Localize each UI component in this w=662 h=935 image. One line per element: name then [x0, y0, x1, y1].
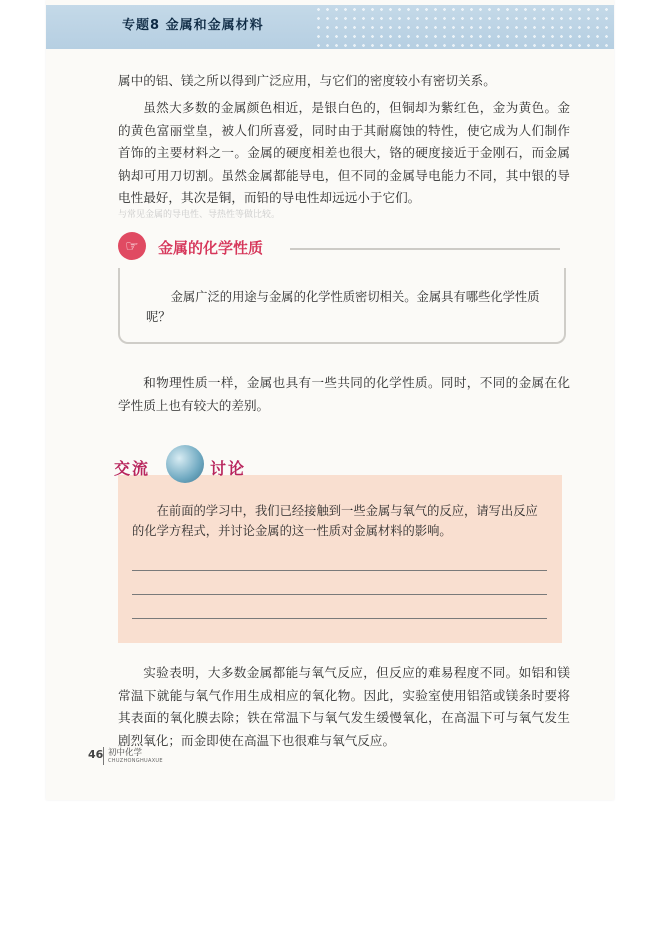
pointing-hand-icon: ☞: [118, 232, 146, 260]
paragraph-oxygen-reaction: 实验表明，大多数金属都能与氧气反应，但反应的难易程度不同。如铝和镁常温下就能与氧气作用生成相应的氧化物。因此，实验室使用铝箔或镁条时要将其表面的氧化膜去除；铁在常温下与氧气发生缓慢氧化，在高温下可与氧气发生剧烈氧化；而金即使在高温下也很难与氧气反应。: [118, 665, 570, 748]
header-dot-pattern: [314, 5, 614, 49]
globe-icon: [166, 445, 204, 483]
book-title-pinyin: CHUZHONGHUAXUE: [108, 758, 163, 764]
discussion-banner: [114, 442, 264, 486]
paragraph-density: 属中的铝、镁之所以得到广泛应用，与它们的密度较小有密切关系。: [118, 73, 496, 88]
page-number: 46: [88, 748, 104, 761]
paragraph-physical-properties: 虽然大多数的金属颜色相近，是银白色的，但铜却为紫红色，金为黄色。金的黄色富丽堂皇，被人们所喜爱，同时由于其耐腐蚀的特性，使它成为人们制作首饰的主要材料之一。金属的硬度相差也很大，铬的硬度接近于金刚石，而金属钠却可用刀切割。虽然金属都能导电，但不同的金属导电能力不同，其中银的导电性最好，其次是铜，而铅的导电性却远远小于它们。: [118, 100, 570, 205]
chapter-title: 专题8 金属和金属材料: [122, 18, 264, 33]
section-heading: 金属的化学性质: [158, 239, 264, 257]
section-question: 金属广泛的用途与金属的化学性质密切相关。金属具有哪些化学性质呢？: [146, 290, 540, 324]
answer-line: [132, 594, 547, 595]
bleed-through-text: 与常见金属的导电性、导热性等做比较。: [118, 210, 281, 220]
discussion-prompt: 在前面的学习中，我们已经接触到一些金属与氧气的反应，请写出反应的化学方程式，并讨论金属的这一性质对金属材料的影响。: [132, 504, 538, 538]
answer-line: [132, 570, 547, 571]
section-heading-rule: [290, 248, 560, 250]
book-title: 初中化学: [108, 748, 143, 758]
answer-line: [132, 618, 547, 619]
discussion-label-left: 交流: [114, 459, 151, 478]
footer-divider: [103, 747, 104, 765]
paragraph-chemical-properties: 和物理性质一样，金属也具有一些共同的化学性质。同时，不同的金属在化学性质上也有较大的差别。: [118, 375, 570, 413]
discussion-label-right: 讨论: [210, 459, 247, 478]
